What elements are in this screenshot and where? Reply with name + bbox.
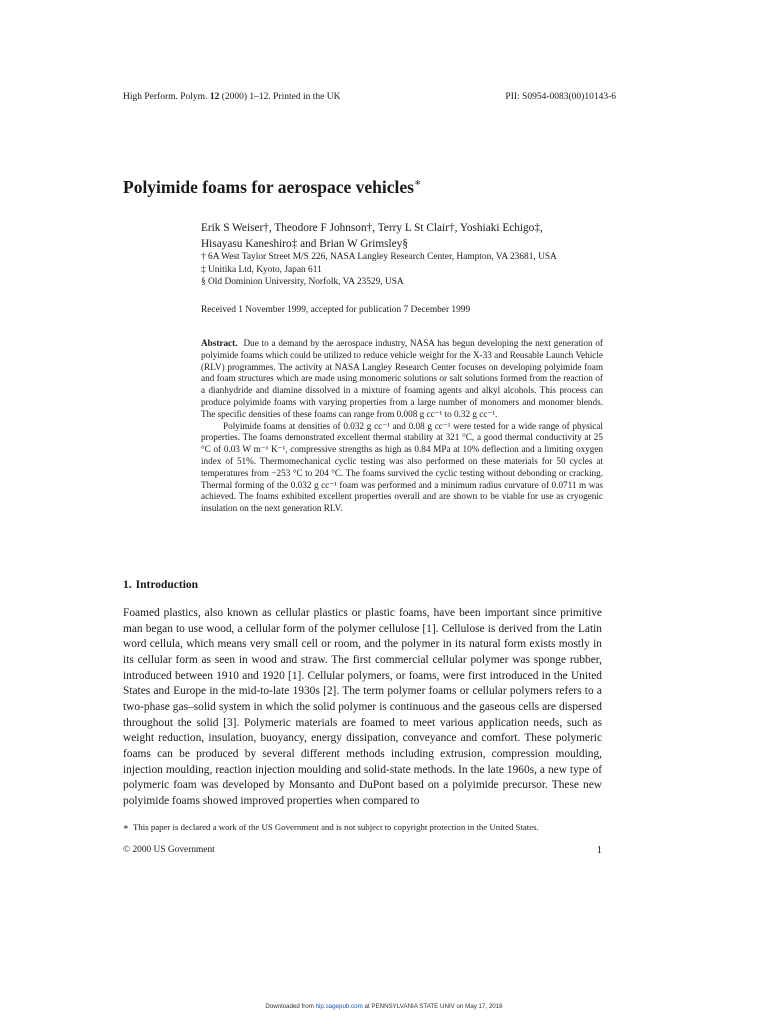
affiliation-list xyxy=(201,251,641,289)
abstract-paragraph: Polyimide foams at densities of 0.032 g cc⁻¹ and 0.08 g cc⁻¹ were tested for a wide range of physical properties. The foams demonstrated excellent thermal stability at 321 °C, a good thermal conductivity at 25 °C of 0.03 W m⁻¹ K⁻¹, compressive strengths as high as 0.84 MPa at 10% deflection and a limiting oxygen index of 51%. Thermomechanical cyclic testing was also performed on these materials for 50 cycles at temperatures from −253 °C to 204 °C. The foams survived the cyclic testing without debonding or cracking. Thermal forming of the 0.032 g cc⁻¹ foam was performed and a minimum radius curvature of 0.0711 m was achieved. The foams exhibited excellent properties overall and are shown to be viable for use as cryogenic insulation on the next generation RLV. xyxy=(201,420,603,514)
running-head xyxy=(123,92,616,102)
body-paragraph: Foamed plastics, also known as cellular plastics or plastic foams, have been important since primitive man began to use wood, a cellular form of the polymer cellulose [1]. Cellulose is derived from the Latin word cellula, which means very small cell or room, and the polymer in its natural form exists mostly in its cellular form as seen in wood and straw. The first commercial cellular polymer was sponge rubber, introduced between 1910 and 1920 [1]. Cellular polymers, or foams, were first introduced in the United States and Europe in the mid-to-late 1930s [2]. The term polymer foams or cellular polymers refers to a two-phase gas–solid system in which the solid polymer is continuous and the gaseous cells are dispersed throughout the solid [3]. Polymeric materials are foamed to meet various application needs, such as weight reduction, insulation, buoyancy, energy dissipation, conveyance and comfort. These polymeric foams can be produced by several different methods including extrusion, compression moulding, injection moulding, reaction injection moulding and solid-state methods. In the late 1960s, a new type of polymeric foam was developed by Monsanto and DuPont based on a polyimide precursor. These new polyimide foams showed improved properties when compared to xyxy=(123,607,602,807)
abstract xyxy=(201,338,603,515)
abstract-text: Due to a demand by the aerospace industry, NASA has begun developing the next generation of polyimide foams which could be utilized to reduce vehicle weight for the X-33 and Reusable Launch Vehicle (RLV) programmes. The activity at NASA Langley Research Center focuses on developing polyimide foam and foam structures which are made using monomeric solutions or salt solutions formed from the reaction of a dianhydride and diamine dissolved in a mixture of foaming agents and alkyl alcohols. This process can produce polyimide foams with varying properties from a large number of monomers and monomer blends. The specific densities of these foams can range from 0.008 g cc⁻¹ to 0.32 g cc⁻¹. xyxy=(201,338,603,419)
title-text: Polyimide foams for aerospace vehicles xyxy=(123,176,414,197)
footnote xyxy=(123,822,602,833)
abstract-label: Abstract. xyxy=(201,338,238,348)
author-line: Erik S Weiser†, Theodore F Johnson†, Terry L St Clair†, Yoshiaki Echigo‡, xyxy=(201,222,543,234)
journal-name: High Perform. Polym. xyxy=(123,92,208,102)
section-number: 1. xyxy=(123,579,132,591)
download-suffix: at PENNSYLVANIA STATE UNIV on May 17, 2016 xyxy=(364,1003,503,1010)
journal-citation xyxy=(123,92,340,102)
title-footnote-mark: ∗ xyxy=(413,177,422,189)
download-source-link[interactable]: hip.sagepub.com xyxy=(315,1003,363,1010)
author-line: Hisayasu Kaneshiro‡ and Brian W Grimsley§ xyxy=(201,237,408,250)
footnote-text: This paper is declared a work of the US Government and is not subject to copyright protection in the United States. xyxy=(132,822,539,832)
affiliation: ‡ Unitika Ltd, Kyoto, Japan 611 xyxy=(201,264,322,275)
footnote-mark: ∗ xyxy=(123,822,129,832)
journal-details: (2000) 1–12. Printed in the UK xyxy=(221,92,341,102)
pii-identifier: PII: S0954-0083(00)10143-6 xyxy=(505,92,616,102)
affiliation: § Old Dominion University, Norfolk, VA 23529, USA xyxy=(201,277,404,288)
journal-volume: 12 xyxy=(209,92,220,102)
download-prefix: Downloaded from xyxy=(265,1003,314,1010)
download-notice xyxy=(0,1003,768,1010)
section-title: Introduction xyxy=(135,579,199,591)
author-list xyxy=(201,221,641,252)
copyright-notice: © 2000 US Government xyxy=(123,845,215,855)
received-date: Received 1 November 1999, accepted for publication 7 December 1999 xyxy=(201,305,471,315)
section-heading xyxy=(123,579,198,591)
paper-title xyxy=(123,176,663,198)
abstract-paragraph xyxy=(201,338,603,421)
affiliation: † 6A West Taylor Street M/S 226, NASA Langley Research Center, Hampton, VA 23681, USA xyxy=(201,252,557,262)
page-number: 1 xyxy=(596,845,602,856)
